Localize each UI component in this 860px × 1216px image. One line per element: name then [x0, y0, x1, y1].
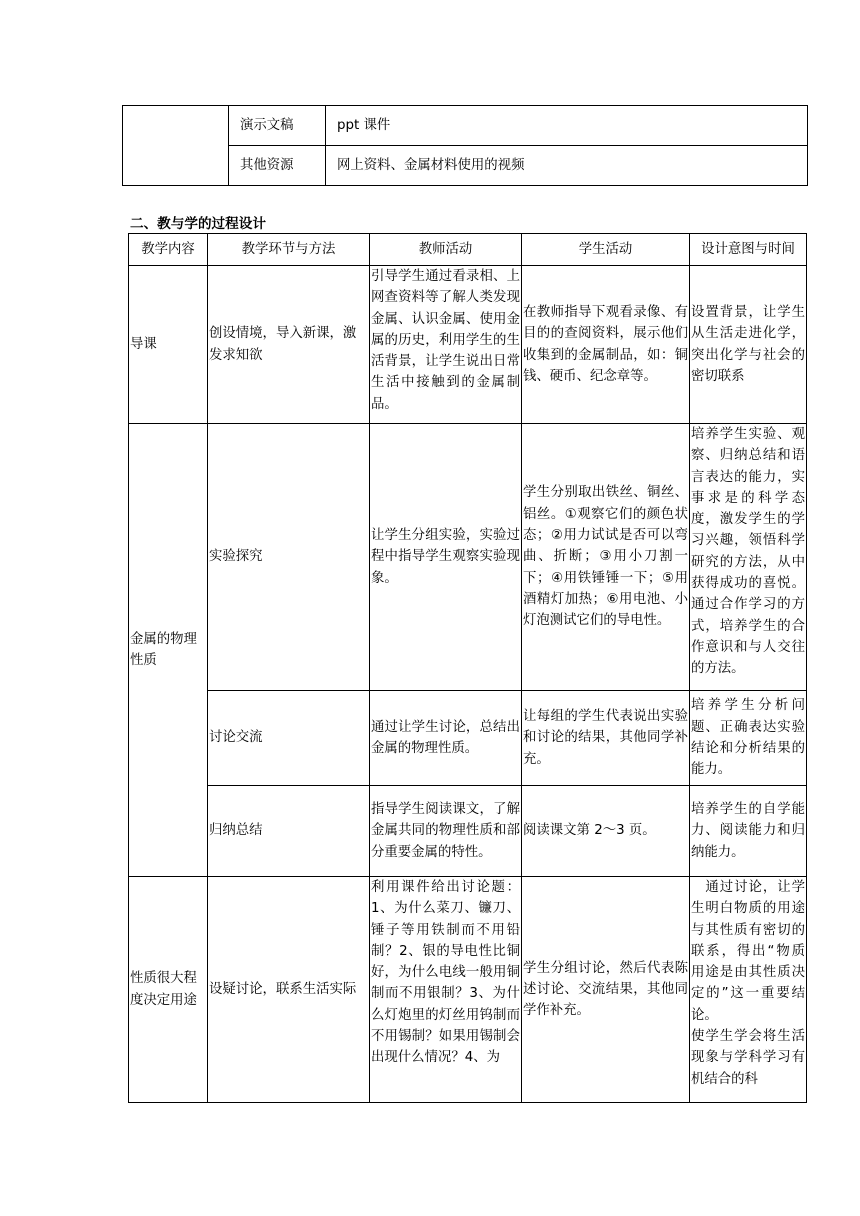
header-content: 教学内容	[129, 234, 208, 266]
intro-method: 创设情境，导入新课，激发求知欲	[208, 266, 370, 424]
intro-teacher: 引导学生通过看录相、上网查资料等了解人类发现金属、认识金属、使用金属的历史，利用学生的生活背景，让学生说出日常生活中接触到的金属制品。	[370, 266, 522, 424]
usage-content: 性质很大程度决定用途	[129, 877, 208, 1103]
summary-intent: 培养学生的自学能力、阅读能力和归纳能力。	[690, 786, 807, 877]
intro-intent: 设置背景，让学生从生活走进化学，突出化学与社会的密切联系	[690, 266, 807, 424]
header-student: 学生活动	[522, 234, 690, 266]
usage-method: 设疑讨论，联系生活实际	[208, 877, 370, 1103]
table-row	[129, 691, 807, 786]
resources-table	[122, 105, 808, 186]
experiment-teacher: 让学生分组实验，实验过程中指导学生观察实验现象。	[370, 424, 522, 691]
section-title: 二、教与学的过程设计	[130, 216, 266, 232]
resource-row	[123, 106, 808, 146]
resource-blank-cell	[123, 106, 229, 186]
resource-label: 其他资源	[229, 146, 326, 186]
header-row	[129, 234, 807, 266]
intro-content: 导课	[129, 266, 208, 424]
table-row	[129, 424, 807, 691]
discussion-student: 让每组的学生代表说出实验和讨论的结果，其他同学补充。	[522, 691, 690, 786]
table-row	[129, 786, 807, 877]
summary-teacher: 指导学生阅读课文，了解金属共同的物理性质和部分重要金属的特性。	[370, 786, 522, 877]
summary-student: 阅读课文第 2～3 页。	[522, 786, 690, 877]
usage-intent	[690, 877, 807, 1103]
usage-intent-part1: 通过讨论，让学生明白物质的用途与其性质有密切的联系，得出“物质用途是由其性质决定的”这一重要结论。	[691, 880, 805, 1023]
header-intent: 设计意图与时间	[690, 234, 807, 266]
experiment-student: 学生分别取出铁丝、铜丝、铝丝。①观察它们的颜色状态；②用力试试是否可以弯曲、折断；③用小刀割一下；④用铁锤锤一下；⑤用酒精灯加热；⑥用电池、小灯泡测试它们的导电性。	[522, 424, 690, 691]
header-teacher: 教师活动	[370, 234, 522, 266]
header-method: 教学环节与方法	[208, 234, 370, 266]
discussion-teacher: 通过让学生讨论，总结出金属的物理性质。	[370, 691, 522, 786]
discussion-method: 讨论交流	[208, 691, 370, 786]
resource-value: 网上资料、金属材料使用的视频	[326, 146, 808, 186]
usage-intent-part2: 使学生学会将生活现象与学科学习有机结合的科	[691, 1029, 805, 1087]
resource-value: ppt 课件	[326, 106, 808, 146]
physical-content: 金属的物理性质	[129, 424, 208, 877]
table-row	[129, 877, 807, 1103]
process-table	[128, 233, 807, 1103]
experiment-intent: 培养学生实验、观察、归纳总结和语言表达的能力，实事求是的科学态度，激发学生的学习兴趣，领悟科学研究的方法，从中获得成功的喜悦。通过合作学习的方式，培养学生的合作意识和与人交往的方法。	[690, 424, 807, 691]
experiment-method: 实验探究	[208, 424, 370, 691]
usage-teacher: 利用课件给出讨论题：1、为什么菜刀、镰刀、锤子等用铁制而不用铅制？2、银的导电性比铜好，为什么电线一般用铜制而不用银制？3、为什么灯炮里的灯丝用钨制而不用锡制？如果用锡制会出现什么情况？4、为	[370, 877, 522, 1103]
table-row	[129, 266, 807, 424]
usage-student: 学生分组讨论，然后代表陈述讨论、交流结果，其他同学作补充。	[522, 877, 690, 1103]
resource-label: 演示文稿	[229, 106, 326, 146]
intro-student: 在教师指导下观看录像、有目的的查阅资料，展示他们收集到的金属制品，如：铜钱、硬币、纪念章等。	[522, 266, 690, 424]
discussion-intent: 培养学生分析问题、正确表达实验结论和分析结果的能力。	[690, 691, 807, 786]
summary-method: 归纳总结	[208, 786, 370, 877]
